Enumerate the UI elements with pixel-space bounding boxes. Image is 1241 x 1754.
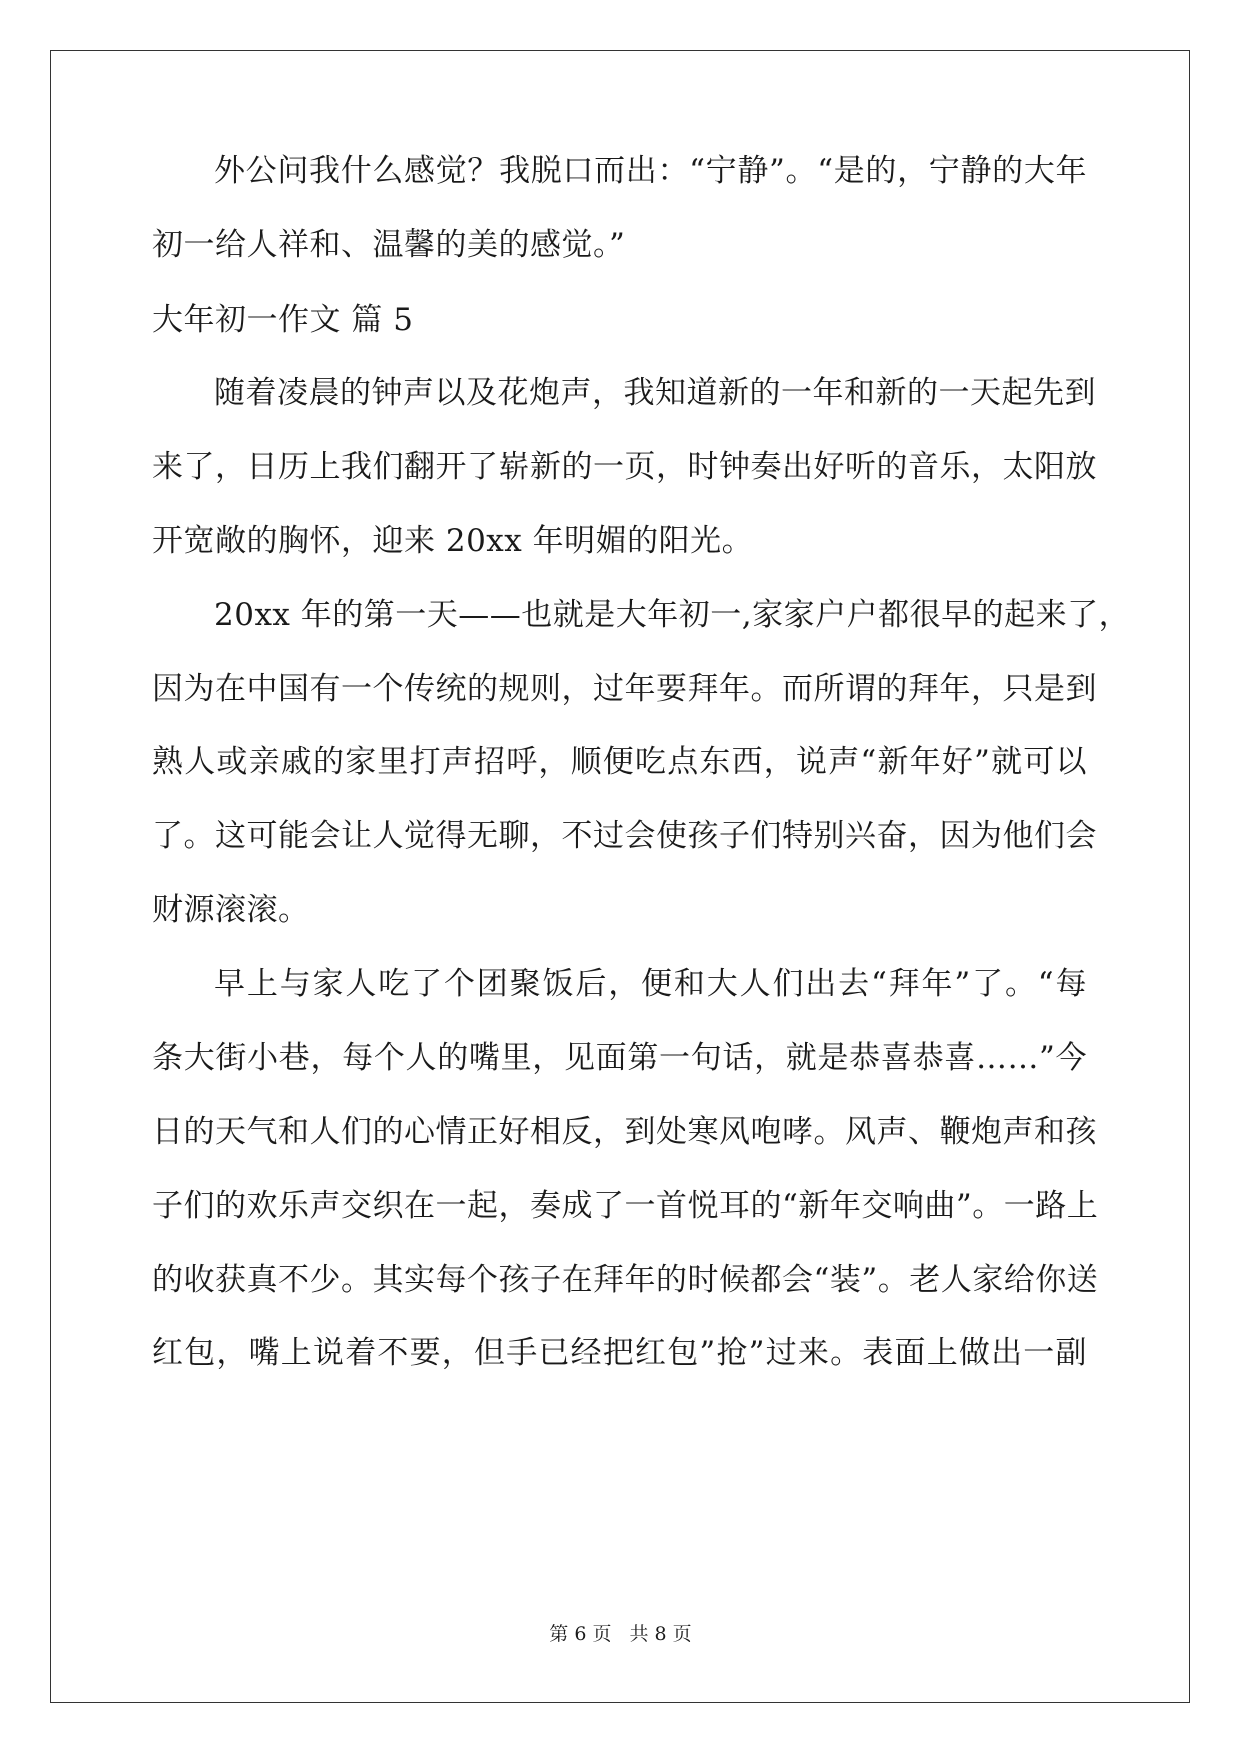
paragraph-line: 早上与家人吃了个团聚饭后，便和大人们出去“拜年”了。“每 <box>214 966 1087 1002</box>
paragraph-line: 熟人或亲戚的家里打声招呼，顺便吃点东西，说声“新年好”就可以 <box>152 744 1087 780</box>
paragraph-line: 开宽敞的胸怀，迎来 20xx 年明媚的阳光。 <box>152 523 754 559</box>
paragraph-line: 初一给人祥和、温馨的美的感觉。” <box>152 227 626 263</box>
paragraph-line: 外公问我什么感觉？我脱口而出：“宁静”。“是的，宁静的大年 <box>214 153 1087 189</box>
paragraph-line: 日的天气和人们的心情正好相反，到处寒风咆哮。风声、鞭炮声和孩 <box>152 1114 1097 1150</box>
section-heading: 大年初一作文 篇 5 <box>152 302 414 338</box>
page-border <box>50 50 1190 1703</box>
paragraph-line: 随着凌晨的钟声以及花炮声，我知道新的一年和新的一天起先到 <box>214 375 1096 411</box>
page-footer <box>0 1622 1241 1646</box>
paragraph-line: 了。这可能会让人觉得无聊，不过会使孩子们特别兴奋，因为他们会 <box>152 818 1097 854</box>
paragraph-line: 条大街小巷，每个人的嘴里，见面第一句话，就是恭喜恭喜……”今 <box>152 1040 1087 1076</box>
paragraph-line: 红包，嘴上说着不要，但手已经把红包”抢”过来。表面上做出一副 <box>152 1335 1087 1371</box>
paragraph-line: 20xx 年的第一天——也就是大年初一,家家户户都很早的起来了， <box>214 597 1131 633</box>
paragraph-line: 子们的欢乐声交织在一起，奏成了一首悦耳的“新年交响曲”。一路上 <box>152 1188 1099 1224</box>
paragraph-line: 财源滚滚。 <box>152 892 310 928</box>
total-pages: 共 8 页 <box>629 1623 692 1645</box>
paragraph-line: 的收获真不少。其实每个孩子在拜年的时候都会“装”。老人家给你送 <box>152 1262 1099 1298</box>
current-page-number: 第 6 页 <box>549 1623 612 1645</box>
paragraph-line: 因为在中国有一个传统的规则，过年要拜年。而所谓的拜年，只是到 <box>152 671 1097 707</box>
paragraph-line: 来了，日历上我们翻开了崭新的一页，时钟奏出好听的音乐，太阳放 <box>152 449 1097 485</box>
